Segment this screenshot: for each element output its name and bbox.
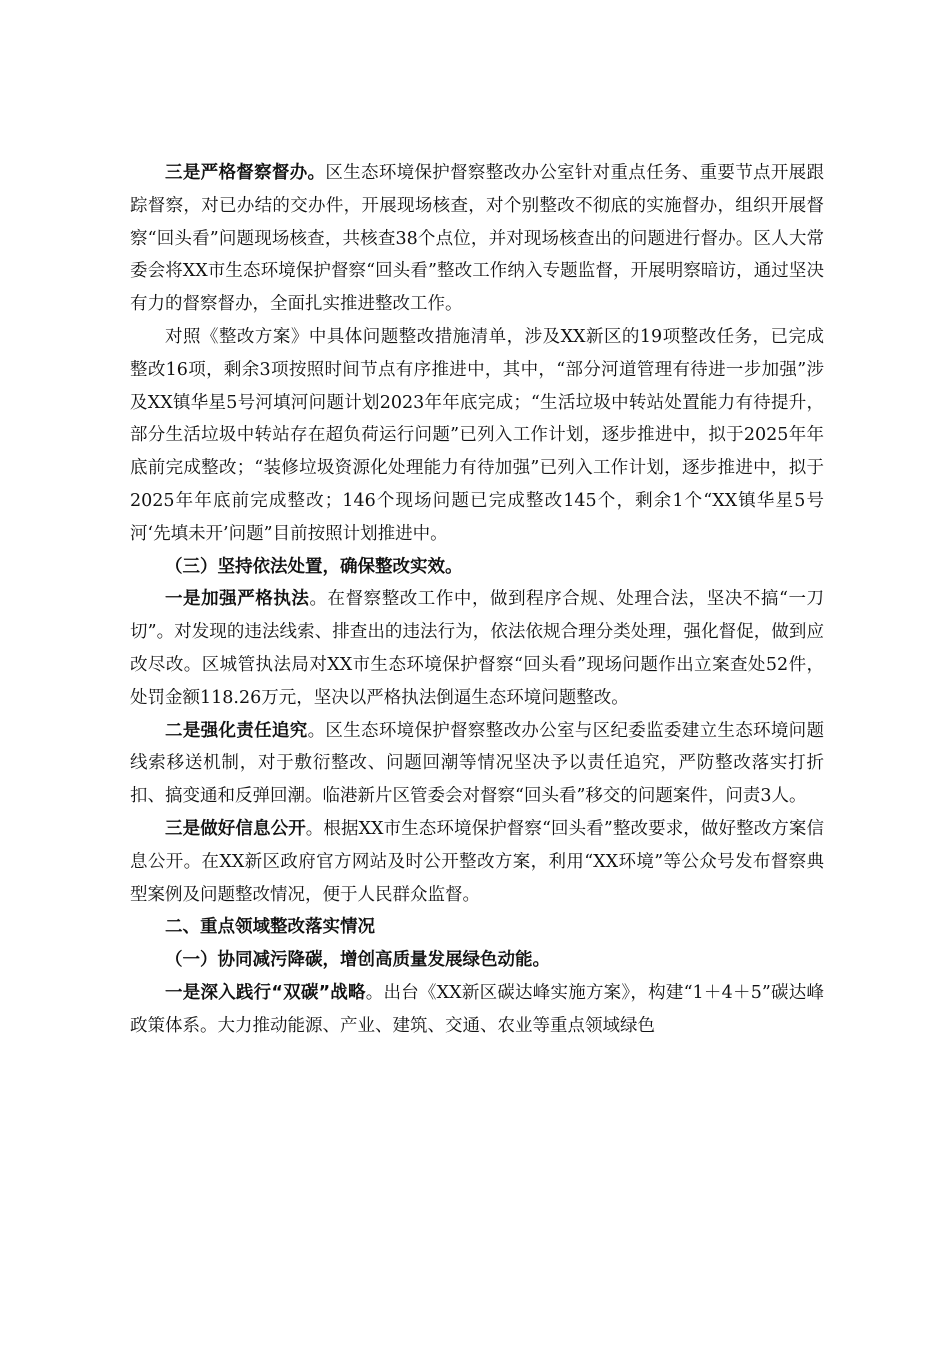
paragraph-accountability [130,715,824,813]
paragraph-dual-carbon [130,977,824,1043]
paragraph-text: 区生态环境保护督察整改办公室针对重点任务、重要节点开展跟踪督察，对已办结的交办件，开展现场核查，对个别整改不彻底的实施督办，组织开展督察“回头看”问题现场核查，共核查38个点位，并对现场核查出的问题进行督办。区人大常委会将XX市生态环境保护督察“回头看”整改工作纳入专题监督，开展明察暗访，通过坚决有力的督察督办，全面扎实推进整改工作。 [130,163,824,315]
section-heading-key-areas: 二、重点领域整改落实情况 [165,917,375,938]
paragraph-text: 对照《整改方案》中具体问题整改措施清单，涉及XX新区的19项整改任务，已完成整改16项，剩余3项按照时间节点有序推进中，其中，“部分河道管理有待进一步加强”涉及XX镇华星5号河填河问题计划2023年年底完成；“生活垃圾中转站处置能力有待提升，部分生活垃圾中转站存在超负荷运行问题”已列入工作计划，逐步推进中，拟于2025年年底前完成整改；“装修垃圾资源化处理能力有待加强”已列入工作计划，逐步推进中，拟于2025年年底前完成整改；146个现场问题已完成整改145个，剩余1个“XX镇华星5号河‘先填未开’问题”目前按照计划推进中。 [130,326,824,544]
document-body [130,157,824,1043]
paragraph-text: 。出台《XX新区碳达峰实施方案》，构建“1＋4＋5”碳达峰政策体系。大力推动能源、产业、建筑、交通、农业等重点领域绿色 [130,982,824,1036]
paragraph-rectification-progress [130,321,824,551]
paragraph-lead: 一是加强严格执法 [165,589,310,610]
paragraph-lead: 三是做好信息公开 [165,818,306,839]
paragraph-lead: 一是深入践行“双碳”战略 [165,982,366,1003]
section-heading-carbon-reduction: （一）协同减污降碳，增创高质量发展绿色动能。 [165,950,550,971]
paragraph-text: 。在督察整改工作中，做到程序合规、处理合法，坚决不搞“一刀切”。对发现的违法线索、排查出的违法行为，依法依规合理分类处理，强化督促，做到应改尽改。区城管执法局对XX市生态环境保护督察“回头看”现场问题作出立案查处52件，处罚金额118.26万元，坚决以严格执法倒逼生态环境问题整改。 [130,589,825,708]
section-heading-law-enforcement: （三）坚持依法处置，确保整改实效。 [165,556,463,577]
paragraph-strict-enforcement [130,583,824,714]
paragraph-text: 。区生态环境保护督察整改办公室与区纪委监委建立生态环境问题线索移送机制，对于敷衍整改、问题回潮等情况坚决予以责任追究，严防整改落实打折扣、搞变通和反弹回潮。临港新片区管委会对督察“回头看”移交的问题案件，问责3人。 [130,720,825,807]
paragraph-lead: 二是强化责任追究 [165,720,308,741]
paragraph-strict-supervision [130,157,824,321]
paragraph-text: 。根据XX市生态环境保护督察“回头看”整改要求，做好整改方案信息公开。在XX新区政府官方网站及时公开整改方案，利用“XX环境”等公众号发布督察典型案例及问题整改情况，便于人民群众监督。 [130,818,824,905]
paragraph-information-disclosure [130,813,824,911]
paragraph-lead: 三是严格督察督办。 [165,163,326,183]
